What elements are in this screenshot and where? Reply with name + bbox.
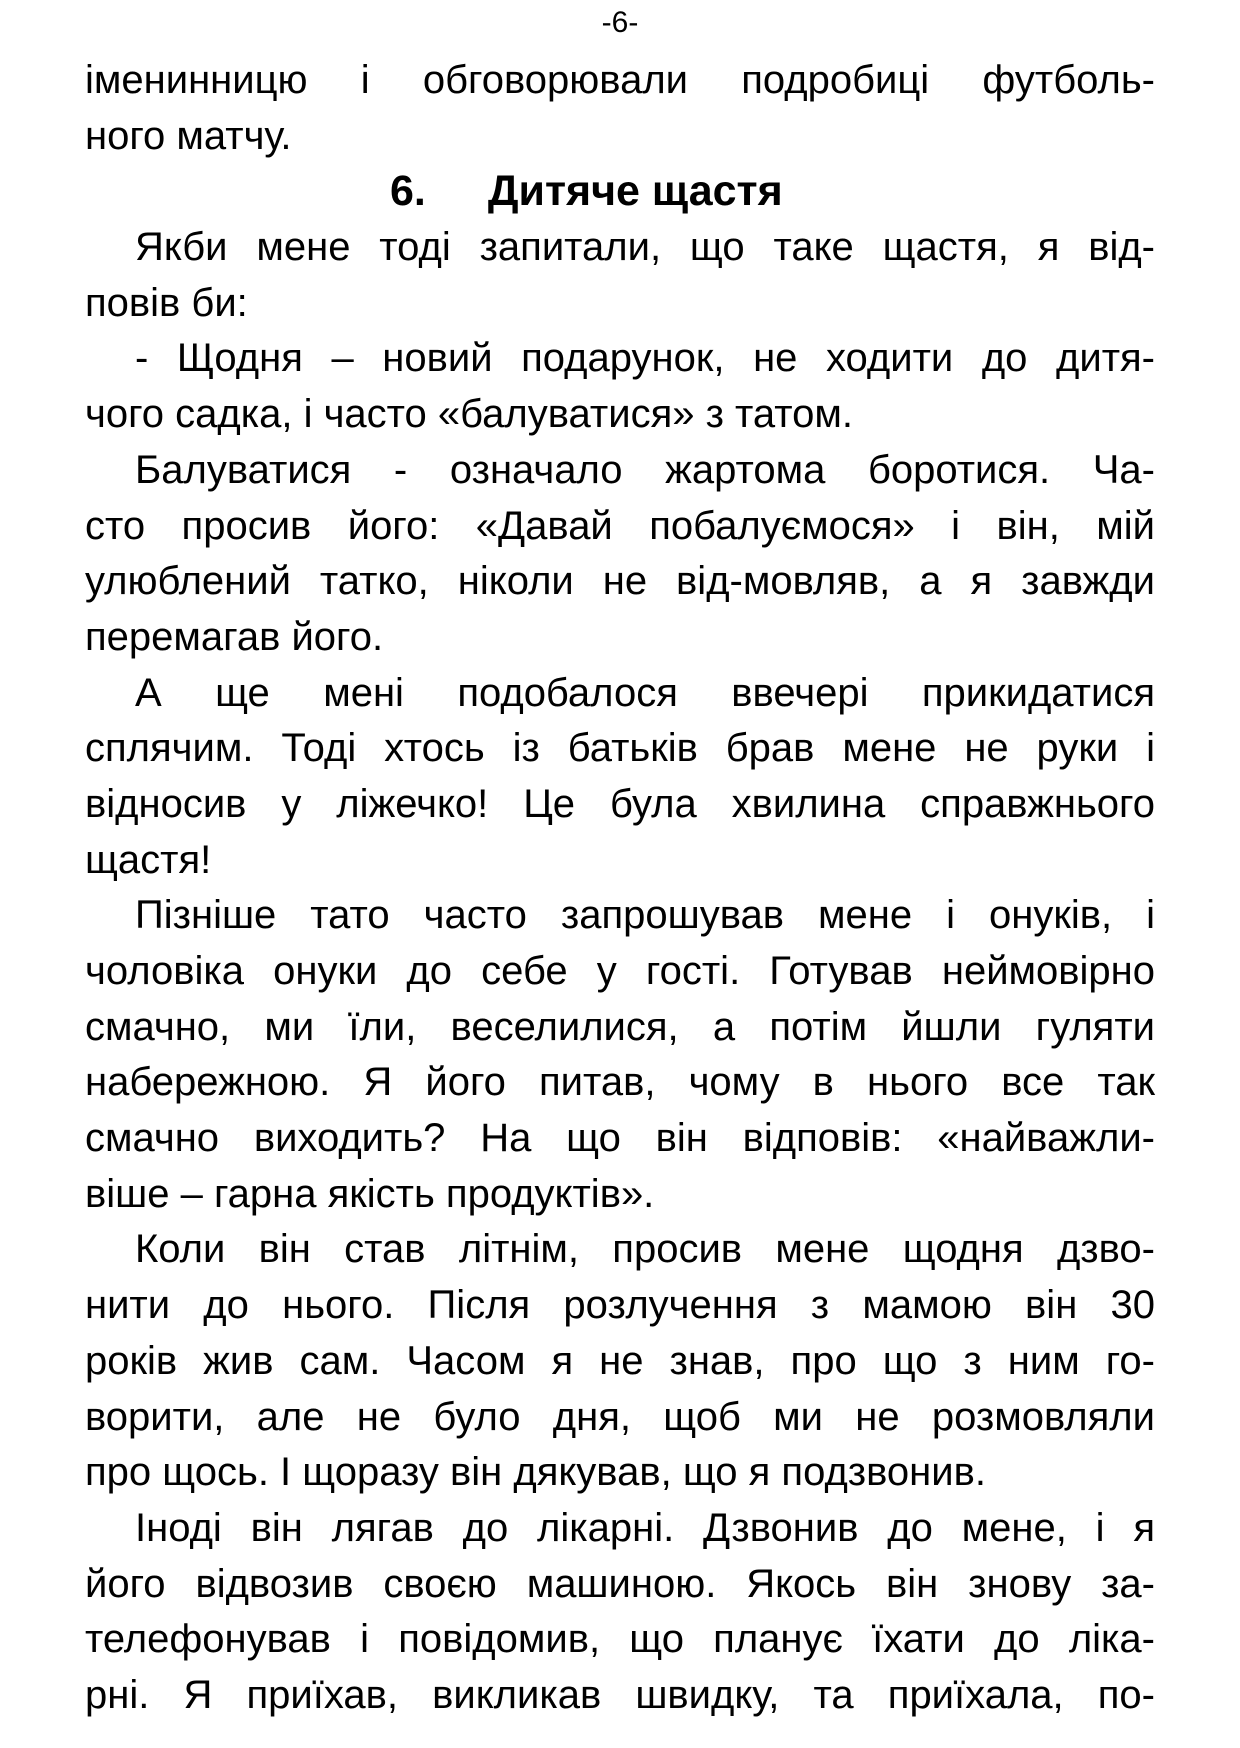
text-line: років жив сам. Часом я не знав, про що з ним го- bbox=[85, 1338, 1155, 1383]
text-line: щастя! bbox=[85, 837, 212, 882]
text-line: Іноді він лягав до лікарні. Дзвонив до мене, і я bbox=[135, 1505, 1155, 1550]
section-title: Дитяче щастя bbox=[487, 167, 783, 216]
text-line: ворити, але не було дня, щоб ми не розмовляли bbox=[85, 1394, 1155, 1439]
text-line: Балуватися - означало жартома боротися. Ча- bbox=[135, 447, 1155, 492]
text-line: рні. Я приїхав, викликав швидку, та приїхала, по- bbox=[85, 1672, 1155, 1717]
text-line: відносив у ліжечко! Це була хвилина справжнього bbox=[85, 781, 1155, 826]
text-line: іменинницю і обговорювали подробиці футболь- bbox=[85, 58, 1155, 102]
text-line: про щось. І щоразу він дякував, що я подзвонив. bbox=[85, 1450, 986, 1495]
text-line: смачно, ми їли, веселилися, а потім йшли гуляти bbox=[85, 1004, 1155, 1049]
text-line: чоловіка онуки до себе у гості. Готував неймовірно bbox=[85, 949, 1155, 993]
section-heading bbox=[85, 164, 1155, 220]
text-line: перемагав його. bbox=[85, 614, 384, 659]
text-line: нити до нього. Після розлучення з мамою він 30 bbox=[85, 1283, 1155, 1328]
text-line: його відвозив своєю машиною. Якось він знову за- bbox=[85, 1561, 1155, 1606]
section-number: 6. bbox=[390, 167, 426, 216]
text-line: чого садка, і часто «балуватися» з татом. bbox=[85, 392, 854, 437]
text-line: ного матчу. bbox=[85, 113, 292, 158]
text-block bbox=[85, 53, 1155, 1724]
text-line: сто просив його: «Давай побалуємося» і він, мій bbox=[85, 503, 1155, 548]
page-number: -6- bbox=[601, 6, 639, 39]
text-line: смачно виходить? На що він відповів: «найважли- bbox=[85, 1116, 1155, 1161]
text-line: Коли він став літнім, просив мене щодня дзво- bbox=[135, 1227, 1155, 1272]
text-line: Якби мене тоді запитали, що таке щастя, я від- bbox=[135, 225, 1155, 270]
text-line: повів би: bbox=[85, 280, 248, 325]
text-line: Пізніше тато часто запрошував мене і онуків, і bbox=[135, 893, 1155, 938]
text-line: сплячим. Тоді хтось із батьків брав мене не руки і bbox=[85, 726, 1155, 771]
text-line: - Щодня – новий подарунок, не ходити до дитя- bbox=[135, 336, 1155, 381]
text-line: віше – гарна якість продуктів». bbox=[85, 1171, 655, 1216]
text-line: набережною. Я його питав, чому в нього все так bbox=[85, 1060, 1155, 1105]
text-line: телефонував і повідомив, що планує їхати до ліка- bbox=[85, 1617, 1155, 1662]
text-line: улюблений татко, ніколи не від-мовляв, а я завжди bbox=[85, 559, 1155, 604]
text-line: А ще мені подобалося ввечері прикидатися bbox=[135, 670, 1155, 715]
